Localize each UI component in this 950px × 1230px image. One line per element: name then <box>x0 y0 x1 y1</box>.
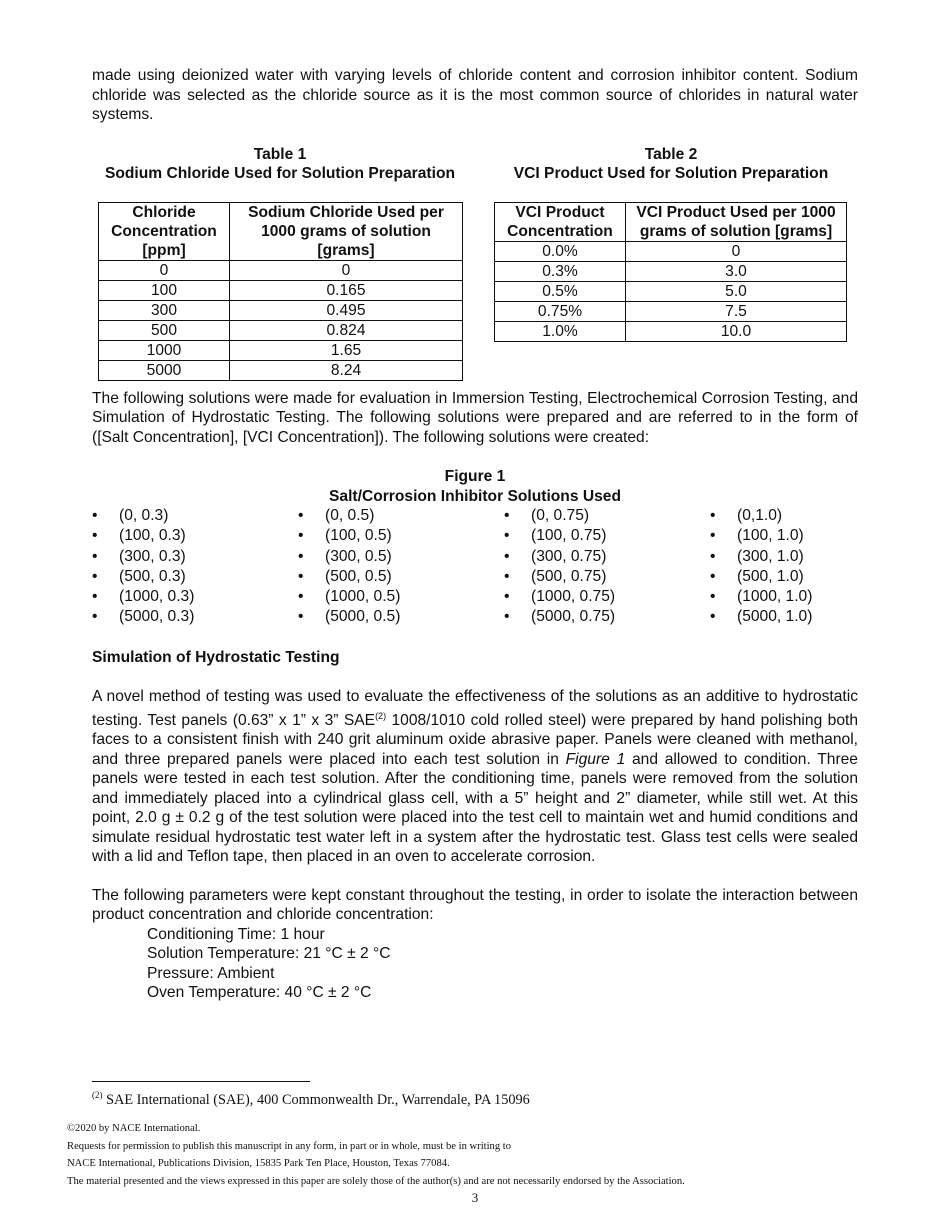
footnote: $^{(2)}$ SAE International (SAE), 400 Commonwealth Dr., Warrendale, PA 15096 <box>92 1090 530 1108</box>
list-item: • (5000, 1.0) <box>710 607 858 627</box>
table-cell: 0.5% <box>495 281 626 301</box>
bullet-icon: • <box>710 507 716 524</box>
list-item: • (1000, 1.0) <box>710 587 858 607</box>
list-item: • (300, 1.0) <box>710 547 858 567</box>
table-cell: 0.495 <box>230 300 463 320</box>
tables-row <box>92 145 858 389</box>
table-cell: 0.3% <box>495 261 626 281</box>
list-item: • (5000, 0.3) <box>92 607 298 627</box>
figure1-title: Salt/Corrosion Inhibitor Solutions Used <box>329 487 621 505</box>
table-row <box>99 280 463 300</box>
list-item: • (500, 0.5) <box>298 567 504 587</box>
table-row <box>495 241 847 261</box>
bullet-icon: • <box>92 527 98 545</box>
table-row <box>99 320 463 340</box>
list-item: • (1000, 0.75) <box>504 587 710 607</box>
bullet-icon: • <box>710 527 716 545</box>
table-cell: 0.0% <box>495 241 626 261</box>
footnote-reference: (2) <box>375 710 387 721</box>
figure-reference: Figure 1 <box>565 750 626 768</box>
copyright-block <box>67 1120 685 1190</box>
params-paragraph: The following parameters were kept constant throughout the testing, in order to isolate the interaction between product concentration and chloride concentration: <box>92 886 858 924</box>
table-cell: 0.824 <box>230 320 463 340</box>
param-item: Solution Temperature: 21 °C ± 2 °C <box>147 945 391 963</box>
solutions-paragraph: The following solutions were made for evaluation in Immersion Testing, Electrochemical Corrosion Testing, and Simulation of Hydrostatic Testing. The following solutions were prepared and are referred to in the form of ([Salt Concentration], [VCI Concentration]). The following solutions were created: <box>92 389 858 446</box>
table-cell: 1.65 <box>230 340 463 360</box>
table-row <box>99 300 463 320</box>
table2 <box>494 202 847 342</box>
list-item: • (300, 0.5) <box>298 547 504 567</box>
table1-title: Sodium Chloride Used for Solution Preparation <box>104 165 455 182</box>
table-row <box>99 260 463 280</box>
bullet-icon: • <box>298 507 304 524</box>
copyright-line: The material presented and the views expressed in this paper are solely those of the author(s) and are not necessarily endorsed by the Association. <box>67 1175 685 1187</box>
list-item: • (0, 0.5) <box>298 506 504 526</box>
list-item: • (100, 0.3) <box>92 526 298 546</box>
bullet-icon: • <box>298 527 304 545</box>
table-cell: 1000 <box>99 340 230 360</box>
table1 <box>98 202 463 381</box>
table-cell: 7.5 <box>626 301 847 321</box>
param-item: Oven Temperature: 40 °C ± 2 °C <box>147 984 372 1002</box>
bullet-icon: • <box>710 547 716 565</box>
table2-label: Table 2 <box>644 145 698 163</box>
copyright-line: Requests for permission to publish this manuscript in any form, in part or in whole, must be in writing to <box>67 1140 512 1152</box>
table-cell: 300 <box>99 300 230 320</box>
table2-header-vci-concentration: VCI Product Concentration <box>495 202 626 241</box>
bullet-icon: • <box>298 547 304 565</box>
bullet-icon: • <box>92 608 98 626</box>
list-item: • (100, 0.75) <box>504 526 710 546</box>
bullet-icon: • <box>504 567 510 585</box>
bullet-column <box>504 506 710 628</box>
section-heading: Simulation of Hydrostatic Testing <box>92 648 340 666</box>
bullet-icon: • <box>92 567 98 585</box>
bullet-icon: • <box>504 608 510 626</box>
page-number: 3 <box>471 1190 479 1205</box>
list-item: • (500, 0.75) <box>504 567 710 587</box>
param-item: Conditioning Time: 1 hour <box>147 925 325 943</box>
table1-label: Table 1 <box>253 145 307 163</box>
bullet-column <box>92 506 298 628</box>
intro-paragraph: made using deionized water with varying levels of chloride content and corrosion inhibitor content. Sodium chloride was selected as the chloride source as it is the most common source of chlorides in natural water systems. <box>92 67 858 123</box>
list-item: • (100, 0.5) <box>298 526 504 546</box>
bullet-icon: • <box>710 588 716 606</box>
param-item: Pressure: Ambient <box>147 964 275 982</box>
table1-header-chloride: Chloride Concentration [ppm] <box>99 202 230 260</box>
bullet-icon: • <box>504 588 510 606</box>
table-cell: 5000 <box>99 360 230 380</box>
bullet-icon: • <box>504 527 510 545</box>
list-item: • (500, 1.0) <box>710 567 858 587</box>
table-cell: 0.165 <box>230 280 463 300</box>
bullet-column <box>710 506 858 628</box>
table-cell: 100 <box>99 280 230 300</box>
bullet-column <box>298 506 504 628</box>
table-cell: 500 <box>99 320 230 340</box>
table-cell: 0 <box>626 241 847 261</box>
table1-block <box>92 145 468 381</box>
table-cell: 0.75% <box>495 301 626 321</box>
figure1-label: Figure 1 <box>444 468 506 485</box>
table-row <box>99 360 463 380</box>
list-item: • (5000, 0.75) <box>504 607 710 627</box>
table1-header-sodium-chloride: Sodium Chloride Used per 1000 grams of solution [grams] <box>230 202 463 260</box>
table2-title: VCI Product Used for Solution Preparation <box>513 165 829 182</box>
table-row <box>495 281 847 301</box>
table-cell: 10.0 <box>626 321 847 341</box>
table-cell: 0 <box>99 260 230 280</box>
table-row <box>495 301 847 321</box>
method-paragraph: A novel method of testing was used to evaluate the effectiveness of the solutions as an additive to hydrostatic testing. Test panels (0.63” x 1” x 3” SAE$^{(2)}$ 1008/1010 cold rolled steel) were prepared by hand polishing both faces to a consistent finish with 240 grit aluminum oxide abrasive paper. Panels were cleaned with methanol, and three prepared panels were placed into each test solution in Figure 1 and allowed to condition. Three panels were tested in each test solution. After the conditioning time, panels were removed from the solution and immediately placed into a cylindrical glass cell, with a 5” height and 2” diameter, while still wet. At this point, 2.0 g ± 0.2 g of the test solution were placed into the test cell to maintain wet and humid conditions and simulate residual hydrostatic test water left in a system after the hydrostatic test. Glass test cells were sealed with a lid and Teflon tape, then placed in an oven to accelerate corrosion. <box>92 688 858 866</box>
solutions-bullet-list <box>92 506 858 628</box>
list-item: • (300, 0.75) <box>504 547 710 567</box>
list-item: • (300, 0.3) <box>92 547 298 567</box>
table-row <box>495 321 847 341</box>
list-item: • (1000, 0.5) <box>298 587 504 607</box>
table2-header-vci-used: VCI Product Used per 1000 grams of solution [grams] <box>626 202 847 241</box>
page-body <box>92 66 858 1003</box>
table-cell: 8.24 <box>230 360 463 380</box>
bullet-icon: • <box>92 588 98 606</box>
list-item: • (0, 0.75) <box>504 506 710 526</box>
bullet-icon: • <box>92 547 98 565</box>
bullet-icon: • <box>710 567 716 585</box>
copyright-line: NACE International, Publications Division, 15835 Park Ten Place, Houston, Texas 77084. <box>67 1158 450 1169</box>
list-item: • (100, 1.0) <box>710 526 858 546</box>
list-item: • (0,1.0) <box>710 506 858 526</box>
bullet-icon: • <box>504 547 510 565</box>
table2-block <box>493 145 849 342</box>
list-item: • (5000, 0.5) <box>298 607 504 627</box>
bullet-icon: • <box>504 507 510 524</box>
bullet-icon: • <box>710 608 716 626</box>
bullet-icon: • <box>92 507 98 524</box>
table-cell: 5.0 <box>626 281 847 301</box>
bullet-icon: • <box>298 567 304 585</box>
footnote-divider <box>92 1081 310 1082</box>
list-item: • (0, 0.3) <box>92 506 298 526</box>
bullet-icon: • <box>298 608 304 626</box>
table-cell: 1.0% <box>495 321 626 341</box>
table-row <box>495 261 847 281</box>
list-item: • (1000, 0.3) <box>92 587 298 607</box>
table-cell: 0 <box>230 260 463 280</box>
params-list <box>147 925 858 1003</box>
list-item: • (500, 0.3) <box>92 567 298 587</box>
bullet-icon: • <box>298 588 304 606</box>
copyright-line: ©2020 by NACE International. <box>67 1123 201 1134</box>
table-row <box>99 340 463 360</box>
table-cell: 3.0 <box>626 261 847 281</box>
